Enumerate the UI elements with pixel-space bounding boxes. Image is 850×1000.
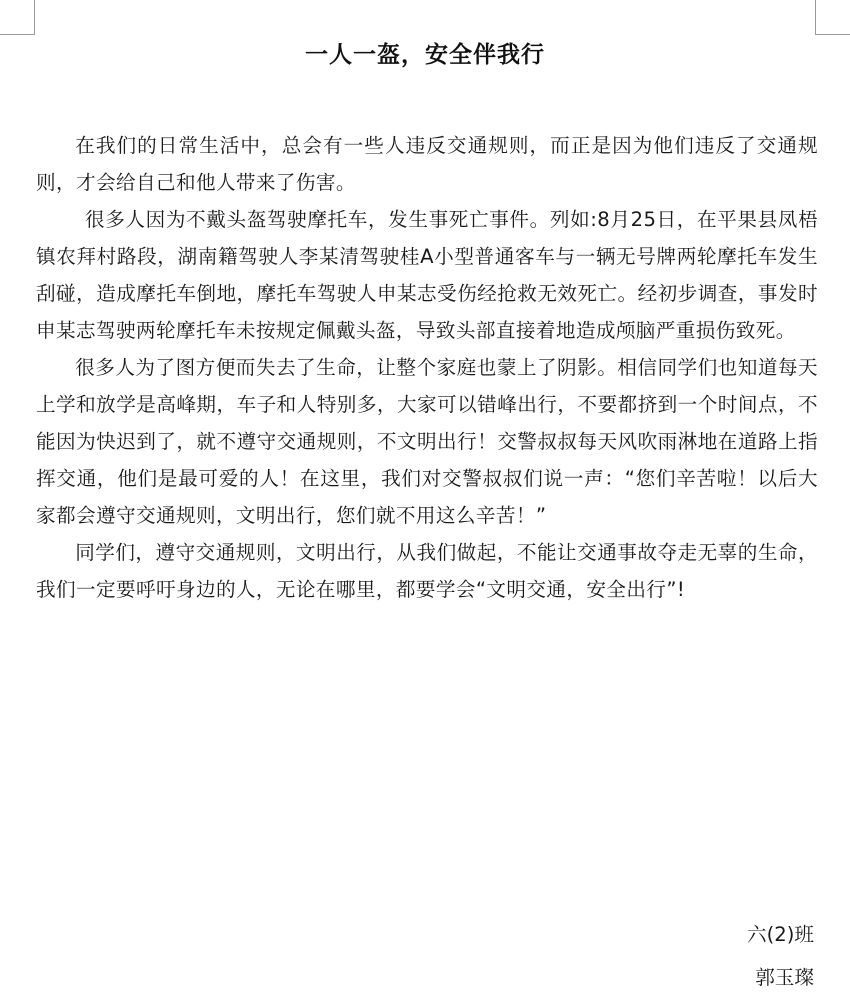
paragraph-accident-example: 很多人因为不戴头盔驾驶摩托车，发生事死亡事件。列如:8月25日，在平果县凤梧镇农拜村路段，湖南籍驾驶人李某清驾驶桂A小型普通客车与一辆无号牌两轮摩托车发生刮碰，造成摩托车倒地，摩托车驾驶人申某志受伤经抢救无效死亡。经初步调查，事发时申某志驾驶两轮摩托车未按规定佩戴头盔，导致头部直接着地造成颅脑严重损伤致死。: [36, 208, 818, 342]
signature-class: 六(2)班: [747, 923, 814, 946]
signature-author: 郭玉璨: [755, 966, 814, 989]
paragraph-appeal: 很多人为了图方便而失去了生命，让整个家庭也蒙上了阴影。相信同学们也知道每天上学和放学是高峰期，车子和人特别多，大家可以错峰出行，不要都挤到一个时间点，不能因为快迟到了，就不遵守交通规则，不文明出行！交警叔叔每天风吹雨淋地在道路上指挥交通，他们是最可爱的人！在这里，我们对交警叔叔们说一声：“您们辛苦啦！以后大家都会遵守交通规则，文明出行，您们就不用这么辛苦！”: [36, 356, 818, 527]
page-title: 一人一盔，安全伴我行: [305, 42, 545, 68]
crop-mark-top-right: [815, 0, 850, 35]
essay-body: [36, 127, 818, 608]
crop-mark-top-left: [0, 0, 35, 35]
paragraph-intro: 在我们的日常生活中，总会有一些人违反交通规则，而正是因为他们违反了交通规则，才会给自己和他人带来了伤害。: [36, 134, 818, 194]
paragraph-conclusion: 同学们，遵守交通规则，文明出行，从我们做起，不能让交通事故夺走无辜的生命，我们一定要呼吁身边的人，无论在哪里，都要学会“文明交通，安全出行”!: [36, 541, 818, 601]
